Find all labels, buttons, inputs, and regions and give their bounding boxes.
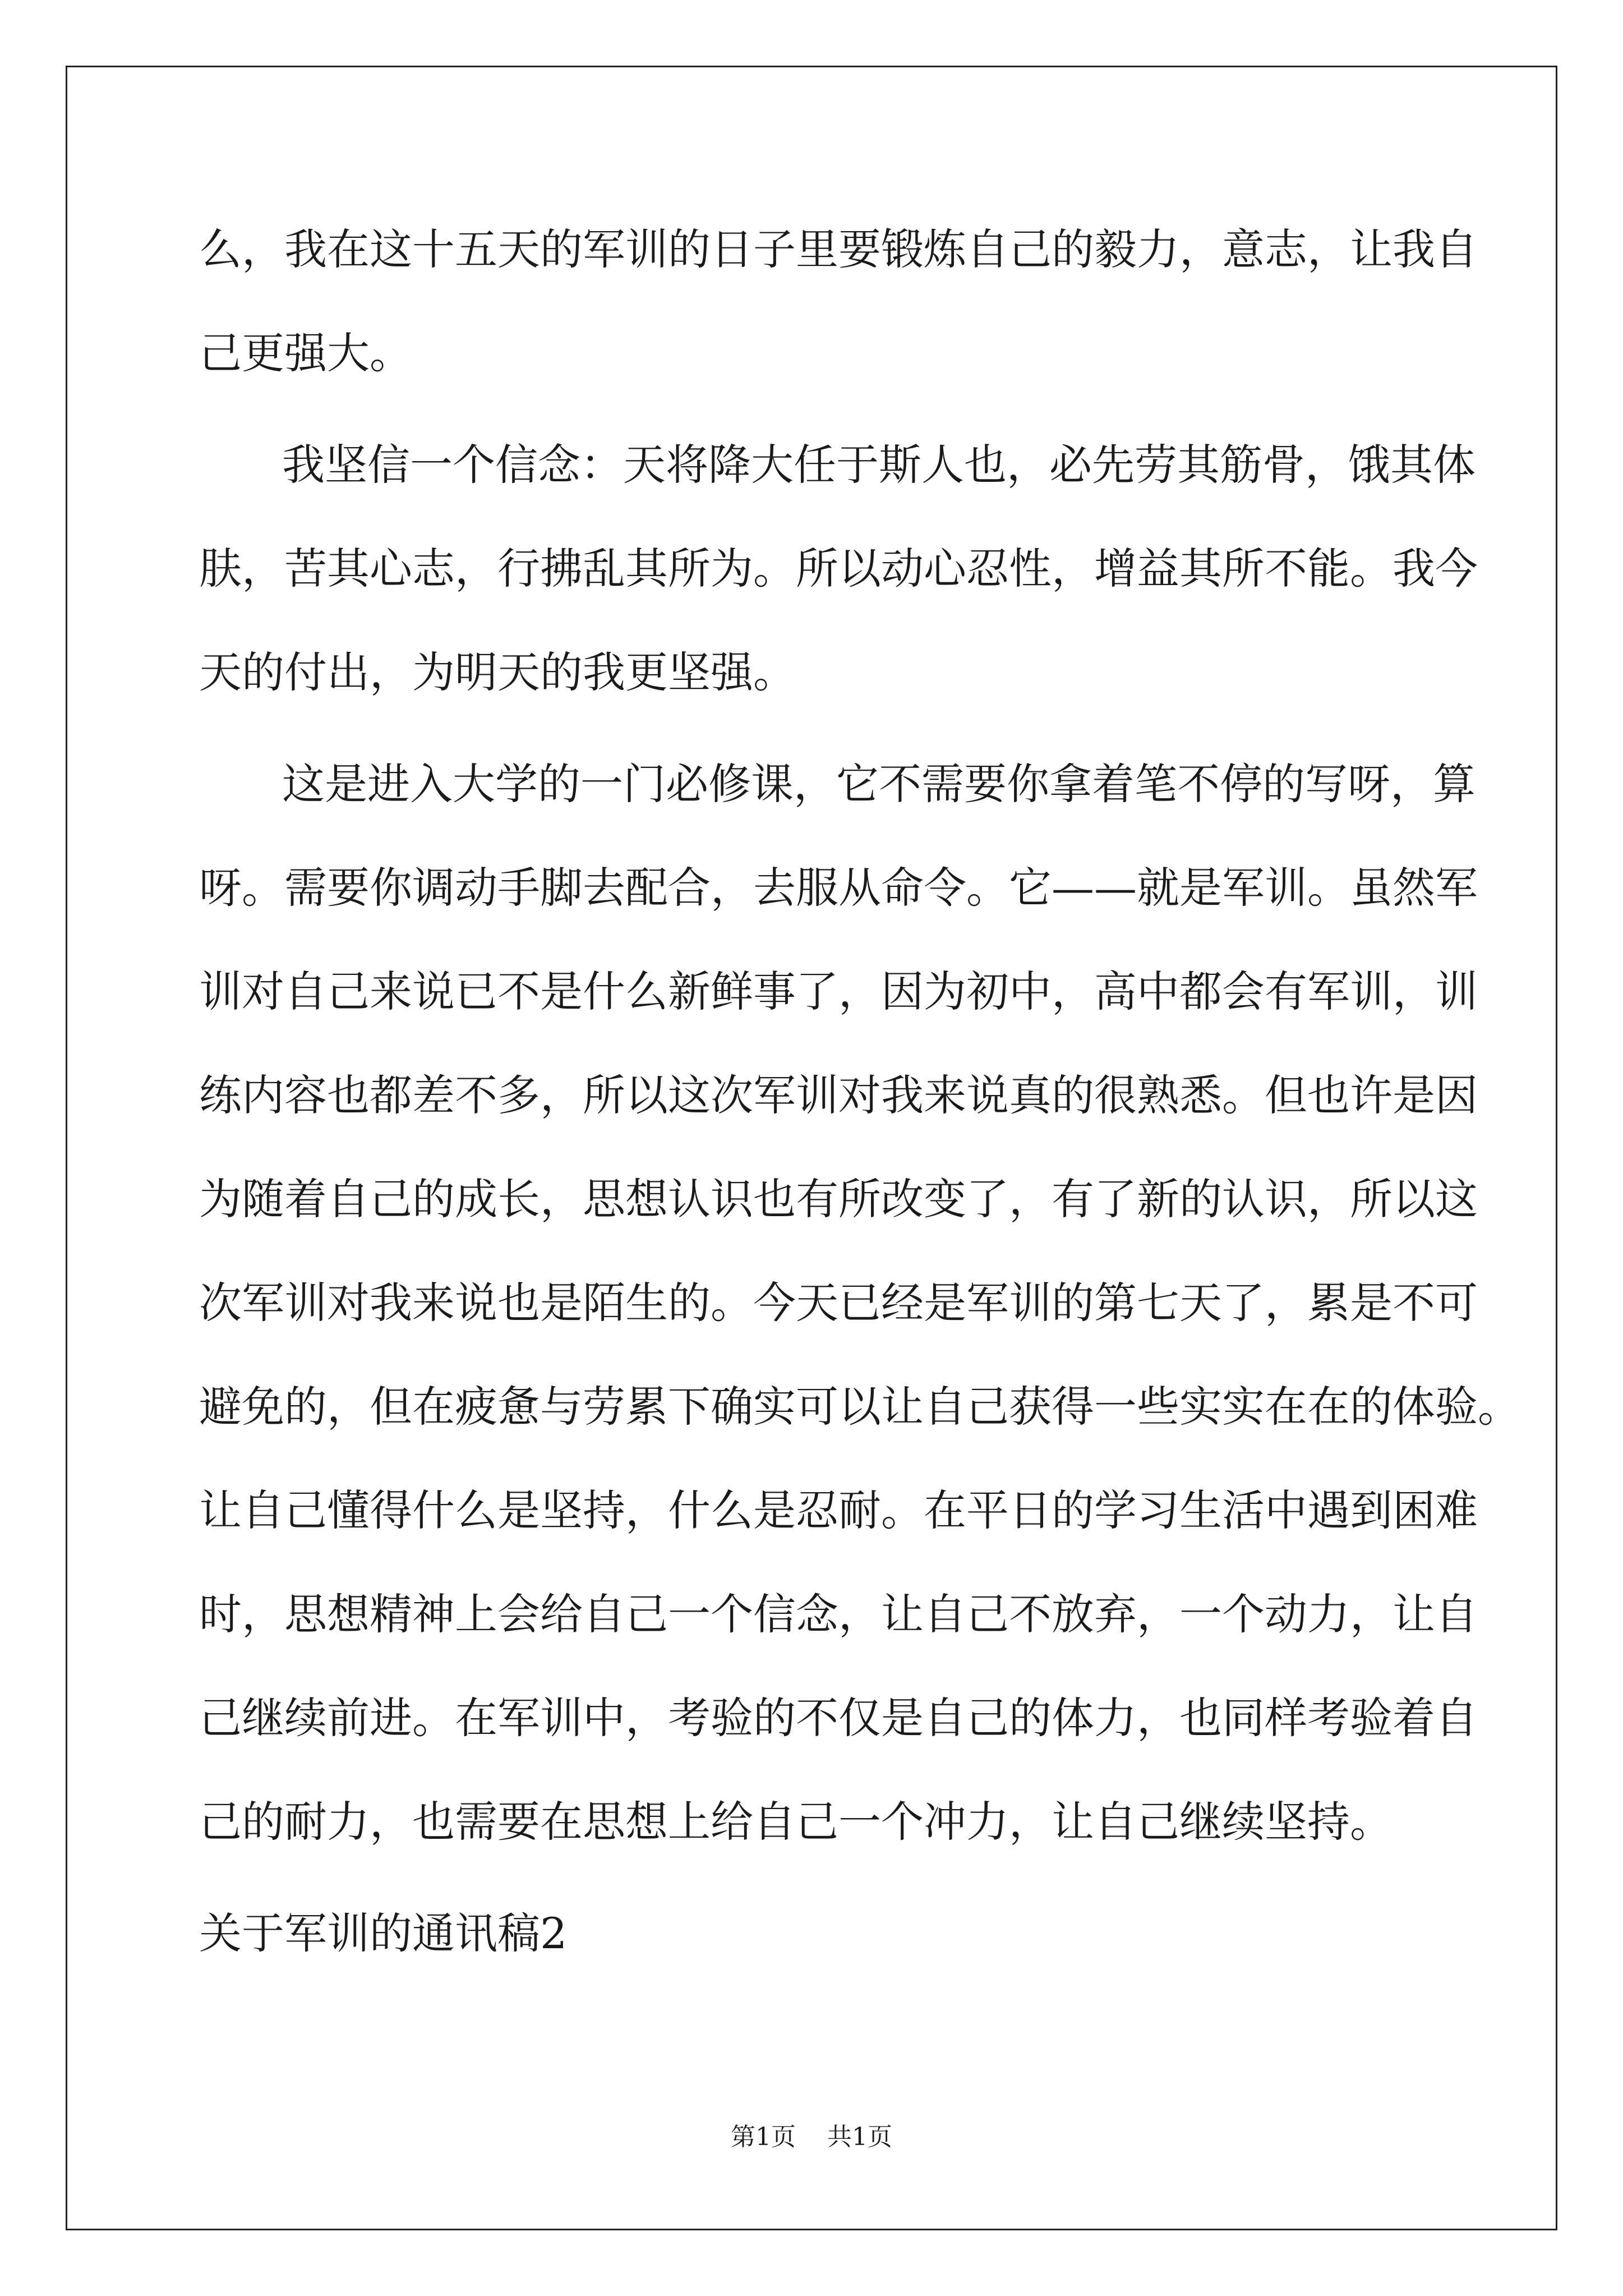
text-line: 时，思想精神上会给自己一个信念，让自己不放弃，一个动力，让自: [199, 1589, 1478, 1639]
page-footer: [0, 2120, 1623, 2154]
paragraph-first-line: 我坚信一个信念：天将降大任于斯人也，必先劳其筋骨，饿其体: [282, 440, 1476, 490]
page-number: 第1页: [731, 2123, 796, 2151]
text-line: 己继续前进。在军训中，考验的不仅是自己的体力，也同样考验着自: [199, 1693, 1478, 1743]
page-border: [66, 66, 1557, 2230]
text-line: 肤，苦其心志，行拂乱其所为。所以动心忍性，增益其所不能。我今: [199, 544, 1478, 593]
text-line: 避免的，但在疲惫与劳累下确实可以让自己获得一些实实在在的体验。: [199, 1382, 1520, 1432]
text-line: 己的耐力，也需要在思想上给自己一个冲力，让自己继续坚持。: [199, 1797, 1393, 1847]
text-line: 训对自己来说已不是什么新鲜事了，因为初中，高中都会有军训，训: [199, 967, 1478, 1016]
section-heading: 关于军训的通讯稿2: [199, 1908, 568, 1958]
text-line: 呀。需要你调动手脚去配合，去服从命令。它——就是军训。虽然军: [199, 863, 1478, 913]
text-line: 为随着自己的成长，思想认识也有所改变了，有了新的认识，所以这: [199, 1174, 1478, 1224]
text-line: 天的付出，为明天的我更坚强。: [199, 647, 796, 697]
text-line: 么，我在这十五天的军训的日子里要锻炼自己的毅力，意志，让我自: [199, 224, 1478, 274]
paragraph-first-line: 这是进入大学的一门必修课，它不需要你拿着笔不停的写呀，算: [282, 759, 1476, 809]
text-line: 次军训对我来说也是陌生的。今天已经是军训的第七天了，累是不可: [199, 1278, 1478, 1328]
text-line: 让自己懂得什么是坚持，什么是忍耐。在平日的学习生活中遇到困难: [199, 1485, 1478, 1535]
page-total: 共1页: [827, 2123, 892, 2151]
text-line: 练内容也都差不多，所以这次军训对我来说真的很熟悉。但也许是因: [199, 1070, 1478, 1120]
text-line: 己更强大。: [199, 328, 412, 378]
